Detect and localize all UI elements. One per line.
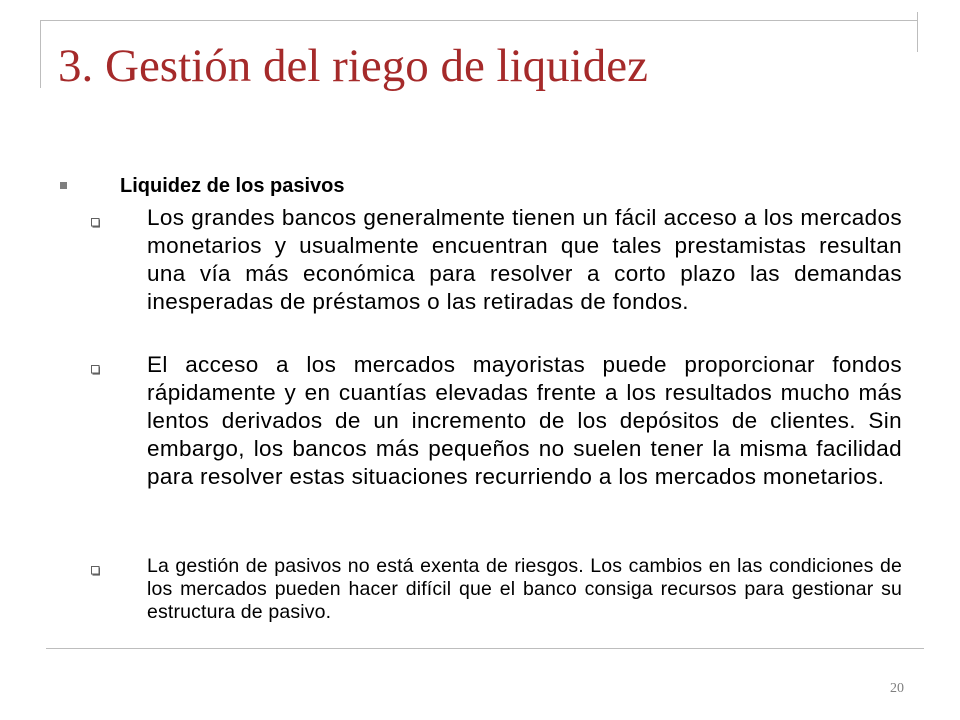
hollow-square-bullet-icon xyxy=(90,566,100,576)
frame-right-line xyxy=(917,12,918,52)
footer-divider xyxy=(46,648,924,649)
page-number: 20 xyxy=(890,681,904,696)
list-item-text: El acceso a los mercados mayoristas puede proporcionar fondos rápidamente y en cuantías elevadas frente a los resultados mucho más lentos derivados de un incremento de los depósitos de clientes. Sin embargo, los bancos más pequeños no suelen tener la misma facilidad para resolver estas situaciones recurriendo a los mercados monetarios. xyxy=(147,352,902,489)
list-item-text: La gestión de pasivos no está exenta de riesgos. Los cambios en las condiciones de los mercados pueden hacer difícil que el banco consiga recursos para gestionar su estructura de pasivo. xyxy=(147,555,902,623)
slide-title: 3. Gestión del riego de liquidez xyxy=(58,40,648,92)
hollow-square-bullet-icon xyxy=(90,365,100,375)
frame-top-line xyxy=(40,20,918,21)
hollow-square-bullet-icon xyxy=(90,218,100,228)
list-item-text: Los grandes bancos generalmente tienen un fácil acceso a los mercados monetarios y usualmente encuentran que tales prestamistas resultan una vía más económica para resolver a corto plazo las demandas inesperadas de préstamos o las retiradas de fondos. xyxy=(147,205,902,314)
frame-left-line xyxy=(40,20,41,88)
square-bullet-icon xyxy=(60,182,67,189)
heading-label: Liquidez de los pasivos xyxy=(120,175,345,197)
